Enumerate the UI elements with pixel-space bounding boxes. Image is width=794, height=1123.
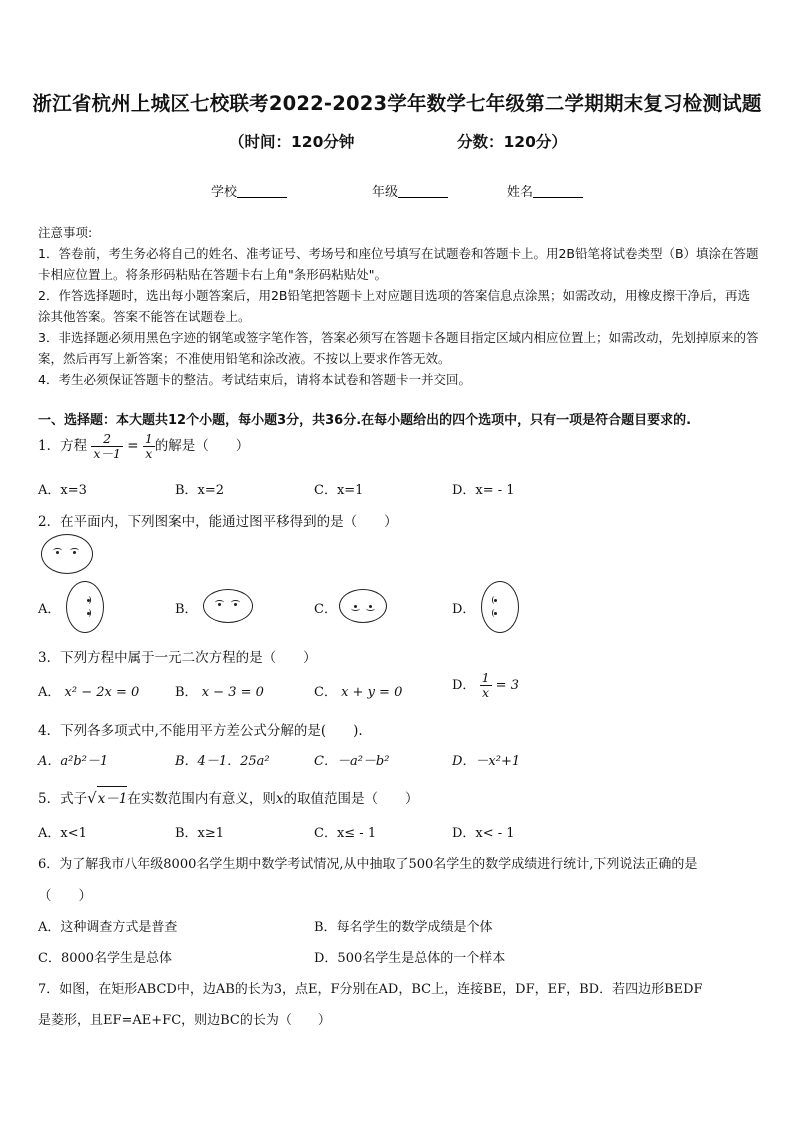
question-7: 7．如图，在矩形ABCD中，边AB的长为3，点E，F分别在AD，BC上，连接BE，DF，EF，BD．若四边形BEDF xyxy=(38,982,703,997)
q2-option-d[interactable]: D． xyxy=(452,602,476,617)
note-item: 4．考生必须保证答题卡的整洁。考试结束后，请将本试卷和答题卡一并交回。 xyxy=(38,372,471,387)
grade-label: 年级 xyxy=(372,185,399,200)
grade-blank[interactable] xyxy=(398,184,448,198)
q1-option-d[interactable]: D．x= - 1 xyxy=(452,483,515,498)
q4-option-a[interactable]: A．a²b²－1 xyxy=(38,754,109,769)
q5-radicand: x－1 xyxy=(97,786,128,807)
school-blank[interactable] xyxy=(237,184,287,198)
question-5: 5．式子√x－1在实数范围内有意义，则x的取值范围是（ ） xyxy=(38,786,418,807)
q1-equals: = xyxy=(127,438,139,454)
q1-fraction-right: $\frac{1}{x}$ xyxy=(144,431,153,461)
q3-option-c[interactable]: C． x + y = 0 xyxy=(314,685,403,700)
q1-fraction-left: $\frac{2}{x-1}$ xyxy=(93,431,121,461)
name-blank[interactable] xyxy=(533,184,583,198)
q4-option-c[interactable]: C．－a²－b² xyxy=(314,754,390,769)
question-2: 2．在平面内，下列图案中，能通过图平移得到的是（ ） xyxy=(38,514,398,530)
q1-option-b[interactable]: B．x=2 xyxy=(175,483,225,498)
question-7-cont: 是菱形，且EF=AE+FC，则边BC的长为（ ） xyxy=(38,1013,331,1028)
name-label: 姓名 xyxy=(507,185,534,200)
name-field xyxy=(507,181,583,200)
q1-prefix: 1．方程 xyxy=(38,438,88,454)
grade-field xyxy=(372,181,448,200)
q6-option-c[interactable]: C．8000名学生是总体 xyxy=(38,951,173,966)
q6-option-a[interactable]: A．这种调查方式是普查 xyxy=(38,920,178,935)
rotated-face-d-icon[interactable] xyxy=(481,581,519,633)
translated-face-b-icon[interactable] xyxy=(203,589,253,623)
q5-option-c[interactable]: C．x≤ - 1 xyxy=(314,826,377,841)
question-4: 4．下列各多项式中,不能用平方差公式分解的是( ). xyxy=(38,723,363,739)
question-3: 3．下列方程中属于一元二次方程的是（ ） xyxy=(38,650,317,666)
q1-option-a[interactable]: A．x=3 xyxy=(38,483,87,498)
time-label: （时间：120分钟 xyxy=(229,133,355,151)
score-label: 分数：120分） xyxy=(457,133,567,151)
q4-option-d[interactable]: D．－x²+1 xyxy=(452,754,521,769)
q2-option-c[interactable]: C． xyxy=(314,602,337,617)
note-item: 2．作答选择题时，选出每小题答案后，用2B铅笔把答题卡上对应题目选项的答案信息点涂黑；如需改动，用橡皮擦干净后，再选涂其他答案。答案不能答在试题卷上。 xyxy=(38,288,750,324)
q3-option-a[interactable]: A． x² − 2x = 0 xyxy=(38,685,140,700)
question-6-cont: （ ） xyxy=(38,888,92,904)
q3-option-b[interactable]: B． x − 3 = 0 xyxy=(175,685,264,700)
q5-option-b[interactable]: B．x≥1 xyxy=(175,826,225,841)
reference-face-icon xyxy=(41,534,93,574)
note-item: 1．答卷前，考生务必将自己的姓名、准考证号、考场号和座位号填写在试题卷和答题卡上。用2B铅笔将试卷类型（B）填涂在答题卡相应位置上。将条形码粘贴在答题卡右上角"条形码粘贴处"。 xyxy=(38,246,759,282)
note-item: 3．非选择题必须用黑色字迹的钢笔或签字笔作答，答案必须写在答题卡各题目指定区域内相应位置上；如需改动，先划掉原来的答案，然后再写上新答案；不准使用铅笔和涂改液。不按以上要求作答无效。 xyxy=(38,330,759,366)
q2-option-b[interactable]: B． xyxy=(175,602,198,617)
q6-option-b[interactable]: B．每名学生的数学成绩是个体 xyxy=(314,920,493,935)
notes-block xyxy=(38,222,760,390)
exam-title: 浙江省杭州上城区七校联考2022-2023学年数学七年级第二学期期末复习检测试题 xyxy=(32,92,762,115)
question-6: 6．为了解我市八年级8000名学生期中数学考试情况,从中抽取了500名学生的数学成绩进行统计,下列说法正确的是 xyxy=(38,857,698,872)
q4-option-b[interactable]: B．4－1．25a² xyxy=(175,754,270,769)
school-field xyxy=(211,181,287,200)
q5-option-a[interactable]: A．x<1 xyxy=(38,826,87,841)
notes-heading: 注意事项: xyxy=(38,225,93,240)
q1-suffix: 的解是（ ） xyxy=(154,438,250,454)
flipped-face-c-icon[interactable] xyxy=(339,589,387,623)
school-label: 学校 xyxy=(211,185,238,200)
q1-option-c[interactable]: C．x=1 xyxy=(314,483,364,498)
q2-option-a[interactable]: A． xyxy=(38,602,61,617)
rotated-face-a-icon[interactable] xyxy=(66,581,104,633)
question-1 xyxy=(38,432,249,461)
q5-option-d[interactable]: D．x< - 1 xyxy=(452,826,515,841)
q3-option-d[interactable]: D． $\frac{1}{x}$ = 3 xyxy=(452,670,519,700)
section-heading: 一、选择题：本大题共12个小题，每小题3分，共36分.在每小题给出的四个选项中，只有一项是符合题目要求的. xyxy=(38,413,692,428)
q6-option-d[interactable]: D．500名学生是总体的一个样本 xyxy=(314,951,506,966)
